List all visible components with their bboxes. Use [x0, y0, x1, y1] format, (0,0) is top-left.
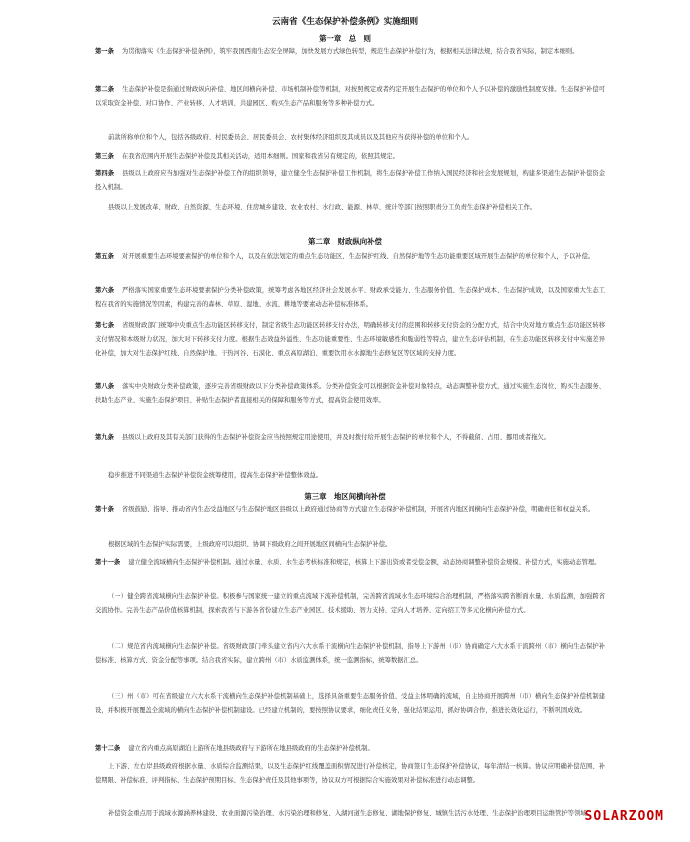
article-number: 第十条: [95, 506, 114, 513]
paragraph: 稳步推进不同渠道生态保护补偿资金统筹使用，提高生态保护补偿整体效益。: [108, 472, 323, 479]
article-text: 县级以上政府应当加强对生态保护补偿工作的组织领导，建立健全生态保护补偿工作机制，将生态保护补偿工作纳入国民经济和社会发展规划，构建多渠道生态保护补偿资金投入机制。: [95, 170, 606, 191]
article-number: 第九条: [95, 434, 114, 441]
article-number: 第四条: [95, 170, 115, 177]
article-number: 第八条: [95, 383, 115, 390]
article-10: [95, 503, 605, 517]
article-7: [95, 319, 605, 361]
article-text: 建立健全流域横向生态保护补偿机制。通过水量、水质、水生态考核标准和规定，核算上下游出资或者受偿金额，动态协商调整补偿资金规模、补偿方式，实施动态管理。: [128, 559, 601, 566]
article-text: 严格落实国家重要生态环境要素保护分类补偿政策，统筹考虑各地区经济社会发展水平、财政承受能力、生态服务价值、生态保护成本、生态保护成效，以及国家重大生态工程在我省的实施情况等因素，构建完善的森林、草原、湿地、水流、耕地等要素动态补偿标准体系。: [95, 287, 606, 308]
paragraph: 根据区域的生态保护实际需要，上级政府可以组织、协调下级政府之间开展地区间横向生态保护补偿。: [108, 541, 392, 548]
paragraph: 前款所称单位和个人，包括各级政府、村民委员会、居民委员会、农村集体经济组织及其成员以及其他应当获得补偿的单位和个人。: [108, 134, 474, 141]
article-number: 第十二条: [95, 745, 121, 752]
paragraph: 补偿资金重点用于流域水源涵养林建设、农业面源污染治理、水污染治理和修复、入湖河道生态修复、湖地保护修复、城镇生活污水处理、生态保护治理项目运维管护等领域。: [108, 810, 593, 817]
article-text: 为贯彻落实《生态保护补偿条例》，筑牢我国西南生态安全屏障，加快发展方式绿色转型，规范生态保护补偿行为，根据相关法律法规，结合我省实际，制定本细则。: [121, 48, 579, 55]
article-8: [95, 380, 605, 408]
paragraph: 县级以上发展改革、财政、自然资源、生态环境、住房城乡建设、农业农村、水行政、能源、林草、统计等部门按照职责分工负责生态保护补偿相关工作。: [108, 204, 537, 211]
chapter-3-heading: 第三章 地区间横向补偿: [304, 492, 386, 501]
article-number: 第十一条: [95, 559, 121, 566]
chapter-2-heading: 第二章 财政纵向补偿: [308, 237, 382, 246]
article-5: [95, 250, 605, 264]
article-number: 第一条: [95, 48, 114, 55]
paragraph: 上下游、左右岸县级政府根据水量、水质综合监测结果，以及生态保护红线覆盖面积情况进行补偿核定，协商签订生态保护补偿协议，每年清结一核算。协议应明确补偿范围、补偿期限、补偿标准、评判指标、生态保护预期目标、生态保护责任及其他事项等，协议双方可根据综合实施效果对补偿标准进行动态调整。: [95, 763, 605, 784]
article-number: 第七条: [95, 322, 115, 329]
article-text: 省级鼓励、指导、推动省内生态受益地区与生态保护地区县级以上政府通过协商等方式建立生态保护补偿机制，开展省内地区间横向生态保护补偿，明确责任和权益关系。: [121, 506, 595, 513]
paragraph: （二）规范省内流域横向生态保护补偿。省级财政部门牵头建立省内六大水系干流横向生态保护补偿机制，指导上下游州（市）协商确定六大水系干流跨州（市）横向生态保护补偿标准、核算方式、资金分配等事项。结合我省实际，建立跨州（市）水质监测体系，统一监测指标，统筹数据汇总。: [95, 643, 605, 664]
article-1: [95, 45, 605, 59]
article-text: 在我省范围内开展生态保护补偿及其相关活动，适用本细则。国家和我省另有规定的，依照其规定。: [121, 153, 399, 160]
paragraph: （三）州（市）可在省级建立六大水系干流横向生态保护补偿机制基础上，选择具备重要生态服务价值、受益主体明确的流域，自主协商开展跨州（市）横向生态保护补偿机制建设，并积极开展覆盖全流域的横向生态保护补偿机制建设。已经建立机制的，要按照协议要求，细化责任义务，强化结果运用，抓好协调合作，推进长效化运行，不断巩固成效。: [95, 693, 605, 714]
article-number: 第五条: [95, 253, 114, 260]
article-number: 第三条: [95, 153, 114, 160]
article-text: 落实中央财政分类补偿政策，逐步完善省级财政以下分类补偿政策体系。分类补偿资金可以根据资金补偿对象特点，动态调整补偿方式，通过实施生态岗位、购买生态服务、扶助生态产业、实施生态保护项目、补贴生态保护者直接相关的保障和服务等方式，提高资金使用效率。: [95, 383, 606, 404]
chapter-1-heading: 第一章 总 则: [319, 34, 371, 43]
article-text: 对开展重要生态环境要素保护的单位和个人，以及在依法划定的重点生态功能区、生态保护红线、自然保护地等生态功能重要区域开展生态保护的单位和个人，予以补偿。: [121, 253, 595, 260]
article-text: 县级以上政府及其有关部门获得的生态保护补偿资金应当按照规定用途使用，并及时拨付给开展生态保护的单位和个人，不得截留、占用、挪用或者拖欠。: [121, 434, 551, 441]
article-11: [95, 556, 605, 570]
article-number: 第二条: [95, 86, 115, 93]
article-12: [95, 742, 605, 756]
article-6: [95, 284, 605, 312]
article-text: 省级财政部门统筹中央重点生态功能区转移支付，制定省级生态功能区转移支付办法，明确转移支付的范围和转移支付资金的分配方式，结合中央对地方重点生态功能区转移支付情况和本级财力状况，加大对下转移支付力度。根据生态效益外溢性、生态功能重要性、生态环境敏感性和脆弱性等特点，建立生态评估机制，在生态功能区转移支付中实施差异化补偿，加大对生态保护红线、自然保护地、干热河谷、石漠化、重点高原湖泊、重要饮用水水源地生态修复区等区域的支持力度。: [95, 322, 606, 357]
article-3: [95, 150, 605, 164]
article-number: 第六条: [95, 287, 115, 294]
paragraph: （一）健全跨省流域横向生态保护补偿。积极参与国家统一建立的重点流域下流补偿机制，完善跨省流域水生态环境综合治理机制，严格落实跨省断面水量、水质监测，加强跨省交流协作。完善生态产品价值核算机制，探索我省与下游各省份建立生态产业园区、技术援助、智力支持、定向人才培养、定向招工等多元化横向补偿方式。: [95, 593, 605, 614]
article-9: [95, 431, 605, 445]
document-title: 云南省《生态保护补偿条例》实施细则: [271, 17, 419, 27]
article-text: 建立省内重点高原湖泊上游所在地县级政府与下游所在地县级政府的生态保护补偿机制。: [128, 745, 374, 752]
article-text: 生态保护补偿是指通过财政纵向补偿、地区间横向补偿、市场机制补偿等机制，对按照规定或者约定开展生态保护的单位和个人予以补偿的激励性制度安排。生态保护补偿可以采取资金补偿、对口协作、产业转移、人才培训、共建园区、购买生态产品和服务等多种补偿方式。: [95, 86, 606, 107]
watermark-logo: SOLARZOOM: [584, 809, 664, 824]
article-2: [95, 83, 605, 111]
article-4: [95, 167, 605, 195]
